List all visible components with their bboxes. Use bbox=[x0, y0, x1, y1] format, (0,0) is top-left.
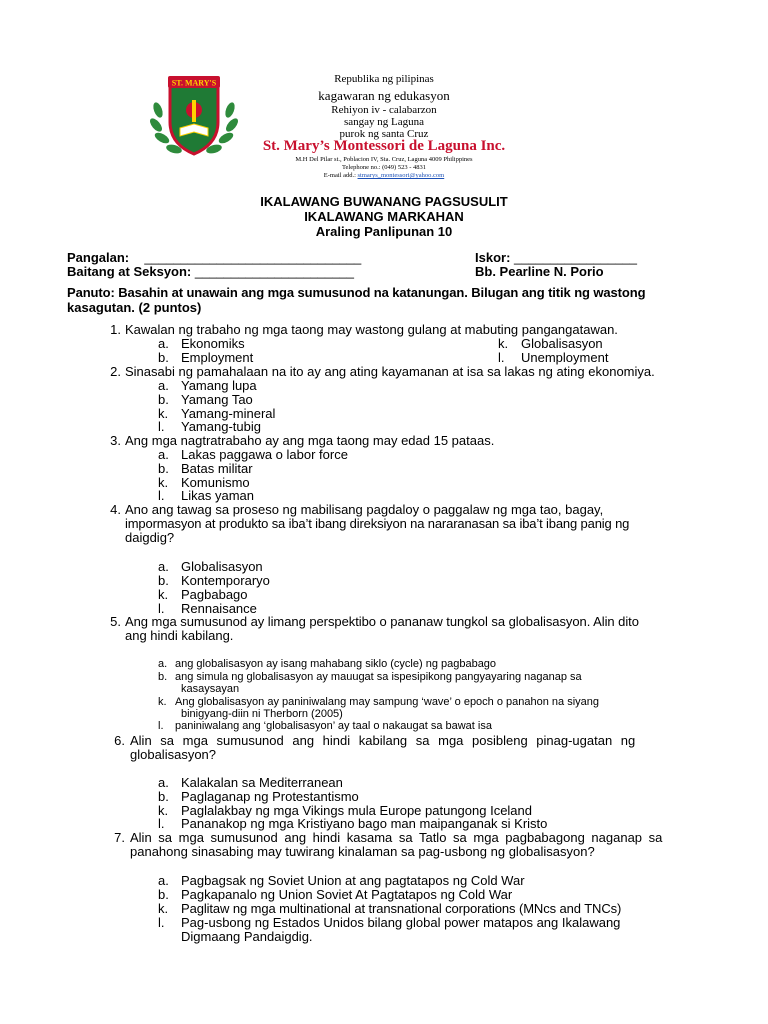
question-number: 3. bbox=[110, 433, 121, 448]
exam-title: IKALAWANG BUWANANG PAGSUSULIT bbox=[260, 194, 508, 209]
q4-option-k[interactable]: k. Pagbabago bbox=[158, 587, 248, 602]
q5-option-b-cont: kasaysayan bbox=[181, 683, 240, 695]
q3-option-b[interactable]: b. Batas militar bbox=[158, 461, 253, 476]
exam-quarter: IKALAWANG MARKAHAN bbox=[304, 209, 464, 224]
q2-option-l[interactable]: l. Yamang-tubig bbox=[158, 419, 261, 434]
score-blank: _________________ bbox=[514, 250, 637, 265]
q2-option-a[interactable]: a. Yamang lupa bbox=[158, 378, 257, 393]
q7-option-l[interactable]: l. Pag-usbong ng Estados Unidos bilang global power matapos ang Ikalawang bbox=[158, 915, 621, 930]
q5-line-1: Ang mga sumusunod ay limang perspektibo o pananaw tungkol sa globalisasyon. Alin dito bbox=[125, 614, 639, 629]
email-link[interactable]: stmarys_montessori@yahoo.com bbox=[357, 172, 445, 179]
q6-option-l[interactable]: l. Pananakop ng mga Kristiyano bago man maipanganak si Kristo bbox=[158, 816, 548, 831]
q5-option-b[interactable]: b. ang simula ng globalisasyon ay mauugat sa ispesipikong pangyayaring naganap sa bbox=[158, 671, 582, 683]
q4-line-2: impormasyon at produkto sa iba’t ibang direksiyon na nararanasan sa iba’t ibang panig ng bbox=[125, 516, 630, 531]
q5-line-2: ang hindi kabilang. bbox=[125, 628, 234, 643]
question-number: 6. bbox=[114, 733, 125, 748]
q5-option-l[interactable]: l. paniniwalang ang ‘globalisasyon’ ay taal o nakaugat sa bawat isa bbox=[158, 720, 492, 732]
q2-option-b[interactable]: b. Yamang Tao bbox=[158, 392, 253, 407]
q4-option-a[interactable]: a. Globalisasyon bbox=[158, 559, 263, 574]
header-division: sangay ng Laguna bbox=[343, 116, 425, 128]
teacher-name: Bb. Pearline N. Porio bbox=[475, 264, 604, 279]
q6-option-b[interactable]: b. Paglaganap ng Protestantismo bbox=[158, 789, 359, 804]
q1-option-b[interactable]: b. Employment bbox=[158, 350, 254, 365]
q2-option-k[interactable]: k. Yamang-mineral bbox=[158, 406, 276, 421]
header-district: purok ng santa Cruz bbox=[339, 128, 429, 140]
q7-option-l-cont: Digmaang Pandaigdig. bbox=[181, 929, 313, 944]
question-number: 2. bbox=[110, 364, 121, 379]
email-label: E-mail add.: bbox=[323, 172, 356, 179]
school-telephone: Telephone no.: (049) 523 - 4831 bbox=[341, 164, 427, 171]
q4-option-l[interactable]: l. Rennaisance bbox=[158, 601, 257, 616]
score-label: Iskor: bbox=[475, 250, 511, 265]
q1-option-a[interactable]: a. Ekonomiks bbox=[158, 336, 245, 351]
q4-line-1: Ano ang tawag sa proseso ng mabilisang pagdaloy o paggalaw ng mga tao, bagay, bbox=[125, 502, 604, 517]
q7-option-a[interactable]: a. Pagbagsak ng Soviet Union at ang pagtatapos ng Cold War bbox=[158, 873, 525, 888]
q5-option-a[interactable]: a. ang globalisasyon ay isang mahabang siklo (cycle) ng pagbabago bbox=[158, 658, 497, 670]
question-text: Ang mga nagtratrabaho ay ang mga taong may edad 15 pataas. bbox=[125, 433, 495, 448]
q6-option-a[interactable]: a. Kalakalan sa Mediterranean bbox=[158, 775, 343, 790]
section-field[interactable] bbox=[67, 264, 354, 279]
q1-option-l[interactable]: l. Unemployment bbox=[498, 350, 609, 365]
q5-option-k-cont: binigyang-diin ni Therborn (2005) bbox=[181, 708, 343, 720]
q3-option-l[interactable]: l. Likas yaman bbox=[158, 488, 254, 503]
q7-option-k[interactable]: k. Paglitaw ng mga multinational at transnational corporations (MNcs and TNCs) bbox=[158, 901, 622, 916]
question-number: 4. bbox=[110, 502, 121, 517]
q6-option-k[interactable]: k. Paglalakbay ng mga Vikings mula Europe patungong Iceland bbox=[158, 803, 532, 818]
q7-line-2: panahong sinasabing may tuwirang kinalaman sa pag-usbong ng globalisasyon? bbox=[130, 844, 595, 859]
question-number: 7. bbox=[114, 830, 125, 845]
logo-text: ST. MARY'S bbox=[171, 78, 217, 88]
header-republic: Republika ng pilipinas bbox=[334, 73, 434, 85]
q7-line-1: Alin sa mga sumusunod ang hindi kasama sa Tatlo sa mga pagbabagong naganap sa bbox=[130, 830, 663, 845]
instructions-line-1: Panuto: Basahin at unawain ang mga sumusunod na katanungan. Bilugan ang titik ng wastong bbox=[67, 285, 646, 300]
school-name: St. Mary’s Montessori de Laguna Inc. bbox=[262, 138, 506, 154]
score-field[interactable] bbox=[475, 250, 637, 265]
header-region: Rehiyon iv - calabarzon bbox=[331, 104, 437, 116]
section-blank: ______________________ bbox=[194, 264, 354, 279]
q3-option-a[interactable]: a. Lakas paggawa o labor force bbox=[158, 447, 348, 462]
header-department: kagawaran ng edukasyon bbox=[318, 88, 450, 103]
q4-line-3: daigdig? bbox=[125, 530, 175, 545]
question-text: Sinasabi ng pamahalaan na ito ay ang ating kayamanan at isa sa lakas ng ating ekonomiya. bbox=[125, 364, 655, 379]
question-number: 5. bbox=[110, 614, 121, 629]
q1-option-k[interactable]: k. Globalisasyon bbox=[498, 336, 603, 351]
q6-line-2: globalisasyon? bbox=[130, 747, 217, 762]
question-text: Kawalan ng trabaho ng mga taong may wastong gulang at mabuting pangangatawan. bbox=[125, 322, 618, 337]
q6-line-1: Alin sa mga sumusunod ang hindi kabilang sa mga posibleng pinag-ugatan ng bbox=[130, 733, 636, 748]
school-email-line bbox=[0, 172, 768, 179]
name-label: Pangalan: bbox=[67, 250, 130, 265]
question-number: 1. bbox=[110, 322, 121, 337]
name-field[interactable] bbox=[67, 250, 361, 265]
school-address: M.H Del Pilar st., Poblacion IV, Sta. Cruz, Laguna 4009 Philippines bbox=[295, 156, 473, 163]
q4-option-b[interactable]: b. Kontemporaryo bbox=[158, 573, 270, 588]
instructions-line-2: kasagutan. (2 puntos) bbox=[67, 300, 202, 315]
q3-option-k[interactable]: k. Komunismo bbox=[158, 475, 250, 490]
section-label: Baitang at Seksyon: bbox=[67, 264, 192, 279]
name-blank: ______________________________ bbox=[144, 250, 362, 265]
q5-option-k[interactable]: k. Ang globalisasyon ay paniniwalang may sampung ‘wave’ o epoch o panahon na siyang bbox=[158, 696, 599, 708]
exam-subject: Araling Panlipunan 10 bbox=[315, 224, 453, 239]
q7-option-b[interactable]: b. Pagkapanalo ng Union Soviet At Pagtatapos ng Cold War bbox=[158, 887, 513, 902]
